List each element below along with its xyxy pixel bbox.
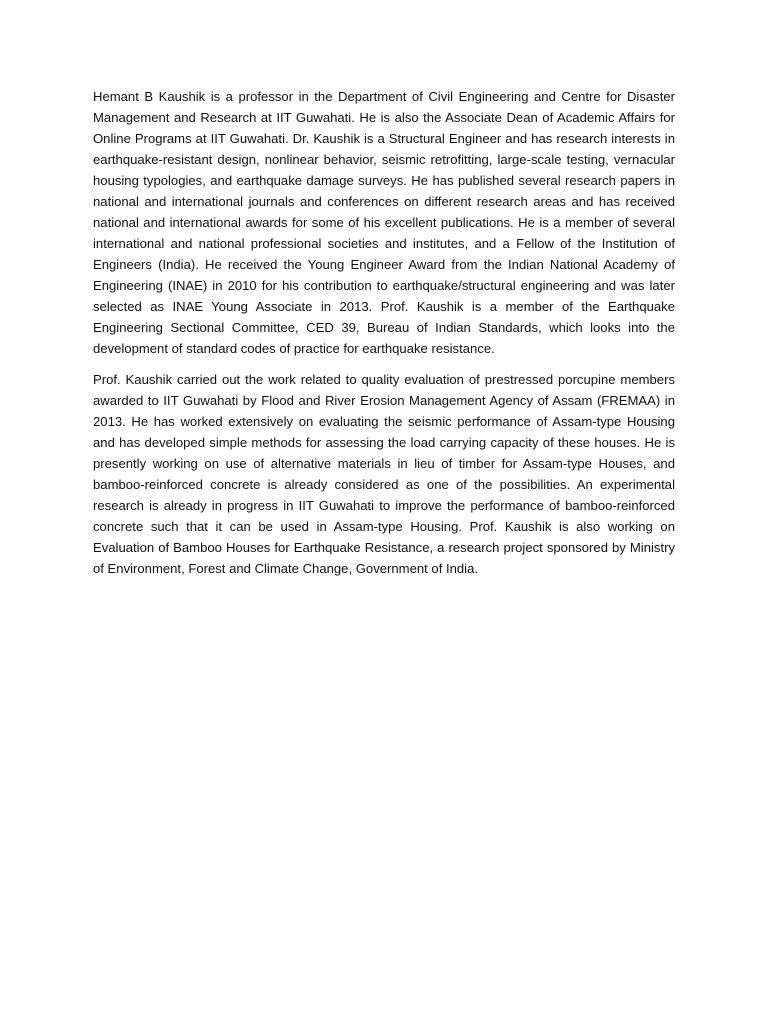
paragraph-research-work: Prof. Kaushik carried out the work related to quality evaluation of prestressed porcupine members awarded to IIT Guwahati by Flood and River Erosion Management Agency of Assam (FREMAA) in 2013. He has worked extensively on evaluating the seismic performance of Assam-type Housing and has developed simple methods for assessing the load carrying capacity of these houses. He is presently working on use of alternative materials in lieu of timber for Assam-type Houses, and bamboo-reinforced concrete is already considered as one of the possibilities. An experimental research is already in progress in IIT Guwahati to improve the performance of bamboo-reinforced concrete such that it can be used in Assam-type Housing. Prof. Kaushik is also working on Evaluation of Bamboo Houses for Earthquake Resistance, a research project sponsored by Ministry of Environment, Forest and Climate Change, Government of India. (93, 372, 675, 576)
paragraph-biography: Hemant B Kaushik is a professor in the Department of Civil Engineering and Centre for Disaster Management and Research at IIT Guwahati. He is also the Associate Dean of Academic Affairs for Online Programs at IIT Guwahati. Dr. Kaushik is a Structural Engineer and has research interests in earthquake-resistant design, nonlinear behavior, seismic retrofitting, large-scale testing, vernacular housing typologies, and earthquake damage surveys. He has published several research papers in national and international journals and conferences on different research areas and has received national and international awards for some of his excellent publications. He is a member of several international and national professional societies and institutes, and a Fellow of the Institution of Engineers (India). He received the Young Engineer Award from the Indian National Academy of Engineering (INAE) in 2010 for his contribution to earthquake/structural engineering and was later selected as INAE Young Associate in 2013. Prof. Kaushik is a member of the Earthquake Engineering Sectional Committee, CED 39, Bureau of Indian Standards, which looks into the development of standard codes of practice for earthquake resistance. (93, 89, 675, 356)
document-body (93, 86, 675, 589)
